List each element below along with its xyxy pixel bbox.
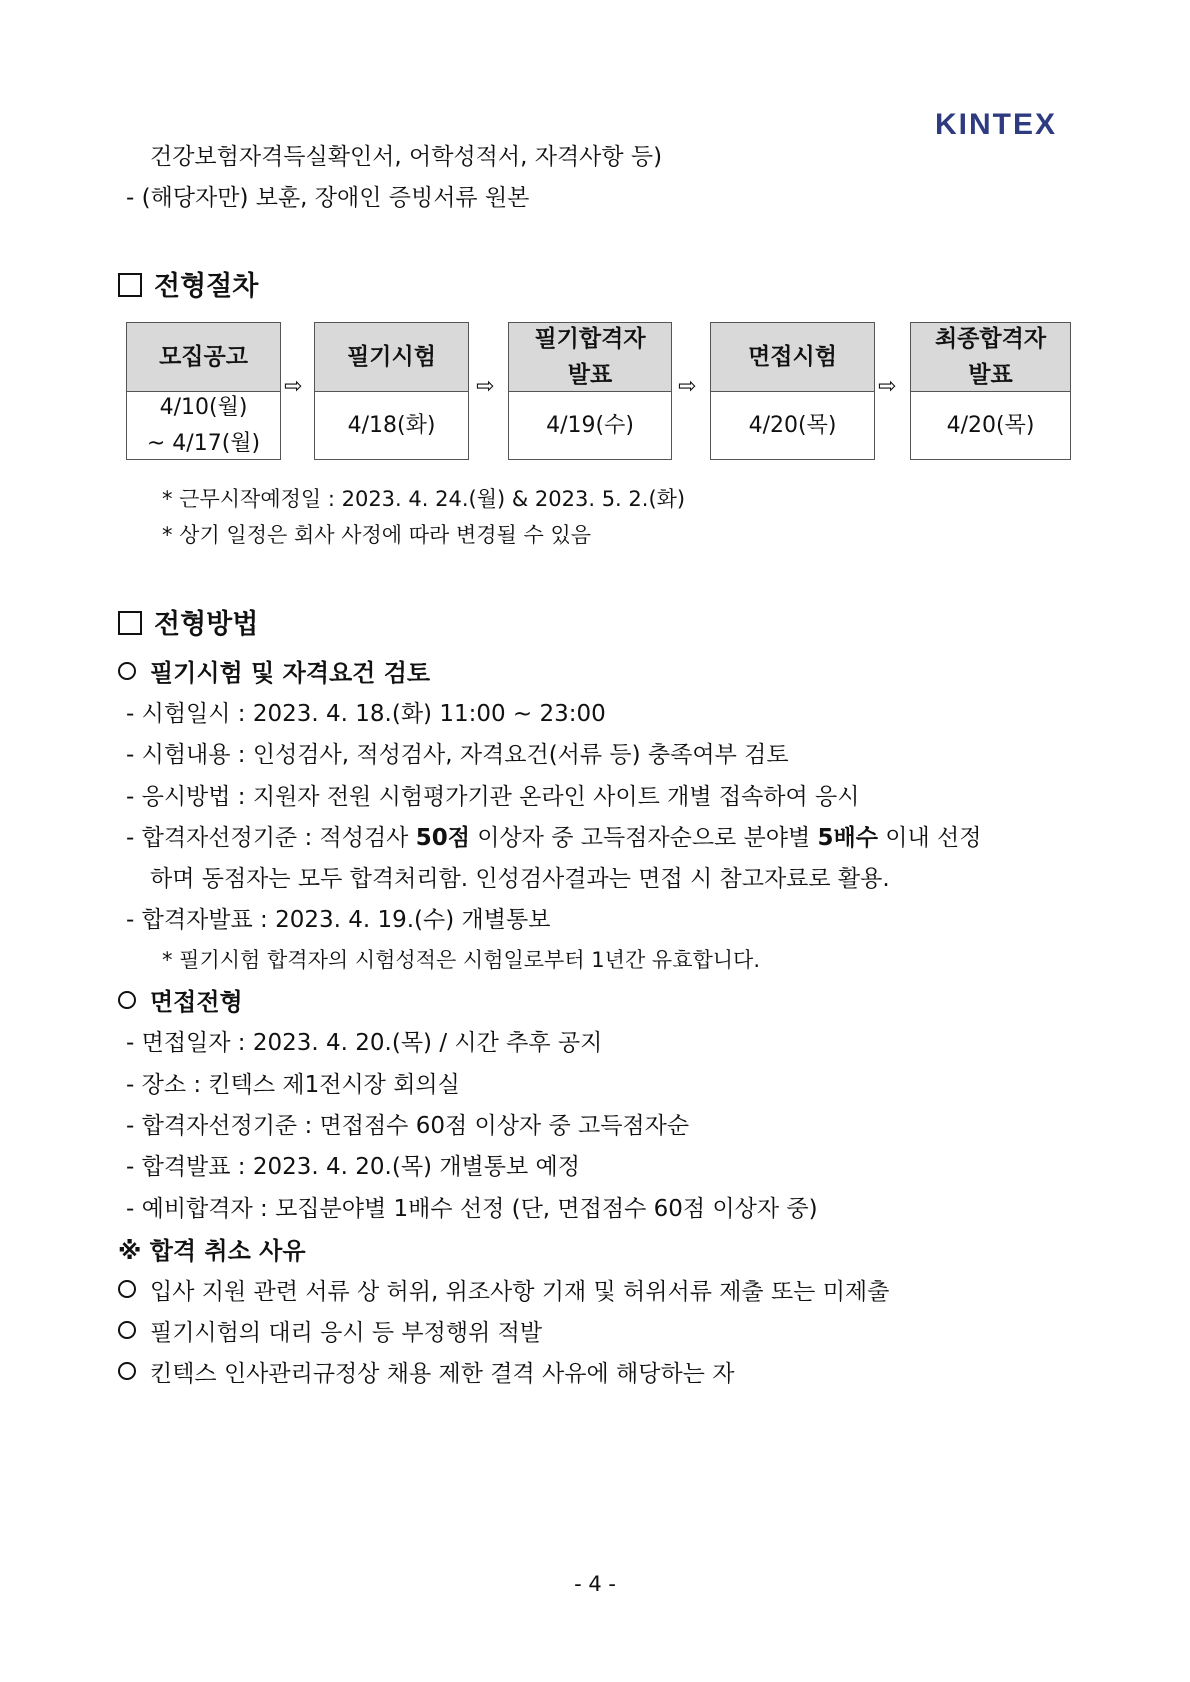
circle-bullet-icon	[118, 662, 136, 680]
step-box	[508, 322, 672, 460]
step-title: 필기시험	[315, 323, 468, 392]
written-item: - 응시방법 : 지원자 전원 시험평가기관 온라인 사이트 개별 접속하여 응시	[126, 784, 860, 810]
step-date: 4/19(수)	[546, 412, 634, 438]
step-title: 필기합격자 발표	[509, 323, 671, 392]
written-section-title	[118, 658, 430, 688]
written-title-text: 필기시험 및 자격요건 검토	[150, 659, 431, 687]
written-criteria-cont: 하며 동점자는 모두 합격처리함. 인성검사결과는 면접 시 참고자료로 활용.	[150, 866, 890, 892]
kintex-logo: KINTEX	[935, 108, 1058, 141]
circle-bullet-icon	[118, 1280, 136, 1298]
flow-arrow-icon: ⇨	[476, 374, 495, 399]
written-announce: - 합격자발표 : 2023. 4. 19.(수) 개별통보	[126, 907, 551, 933]
square-bullet-icon	[118, 611, 142, 635]
method-heading	[118, 610, 258, 640]
written-criteria: - 합격자선정기준 : 적성검사 50점 이상자 중 고득점자순으로 분야별 5배수 이내 선정	[126, 825, 982, 851]
procedure-note: * 근무시작예정일 : 2023. 4. 24.(월) & 2023. 5. 2.(화)	[162, 487, 686, 511]
page-number: - 4 -	[574, 1572, 616, 1596]
top-line-2: - (해당자만) 보훈, 장애인 증빙서류 원본	[126, 185, 530, 211]
circle-bullet-icon	[118, 1321, 136, 1339]
interview-item: - 합격자선정기준 : 면접점수 60점 이상자 중 고득점자순	[126, 1113, 690, 1139]
step-box	[710, 322, 875, 460]
interview-title-text: 면접전형	[150, 988, 243, 1016]
flow-arrow-icon: ⇨	[678, 374, 697, 399]
circle-bullet-icon	[118, 1362, 136, 1380]
written-item: - 시험내용 : 인성검사, 적성검사, 자격요건(서류 등) 충족여부 검토	[126, 742, 789, 768]
step-date: 4/18(화)	[347, 412, 436, 438]
step-date: 4/10(월) ~ 4/17(월)	[146, 394, 261, 456]
interview-section-title	[118, 987, 243, 1017]
cancel-item: 킨텍스 인사관리규정상 채용 제한 결격 사유에 해당하는 자	[118, 1359, 734, 1389]
cancel-item: 필기시험의 대리 응시 등 부정행위 적발	[118, 1318, 542, 1348]
step-date: 4/20(목)	[946, 412, 1035, 438]
interview-item: - 합격발표 : 2023. 4. 20.(목) 개별통보 예정	[126, 1154, 580, 1180]
flow-arrow-icon: ⇨	[284, 374, 303, 399]
step-box	[314, 322, 469, 460]
cancel-item: 입사 지원 관련 서류 상 허위, 위조사항 기재 및 허위서류 제출 또는 미제출	[118, 1277, 889, 1307]
step-box	[910, 322, 1071, 460]
interview-item: - 장소 : 킨텍스 제1전시장 회의실	[126, 1072, 460, 1098]
procedure-note: * 상기 일정은 회사 사정에 따라 변경될 수 있음	[162, 523, 592, 547]
interview-item: - 예비합격자 : 모집분야별 1배수 선정 (단, 면접점수 60점 이상자 중)	[126, 1196, 818, 1222]
step-title: 최종합격자 발표	[911, 323, 1070, 392]
procedure-heading	[118, 272, 258, 302]
procedure-heading-text: 전형절차	[154, 271, 259, 302]
square-bullet-icon	[118, 273, 142, 297]
step-title: 모집공고	[127, 323, 280, 392]
step-date: 4/20(목)	[748, 412, 837, 438]
written-note: * 필기시험 합격자의 시험성적은 시험일로부터 1년간 유효합니다.	[162, 948, 761, 972]
method-heading-text: 전형방법	[154, 609, 259, 640]
step-title: 면접시험	[711, 323, 874, 392]
top-line-1: 건강보험자격득실확인서, 어학성적서, 자격사항 등)	[150, 144, 663, 170]
interview-item: - 면접일자 : 2023. 4. 20.(목) / 시간 추후 공지	[126, 1030, 603, 1056]
written-item: - 시험일시 : 2023. 4. 18.(화) 11:00 ~ 23:00	[126, 701, 606, 727]
step-box	[126, 322, 281, 460]
flow-arrow-icon: ⇨	[878, 374, 897, 399]
cancel-title: ※ 합격 취소 사유	[118, 1237, 306, 1265]
circle-bullet-icon	[118, 991, 136, 1009]
